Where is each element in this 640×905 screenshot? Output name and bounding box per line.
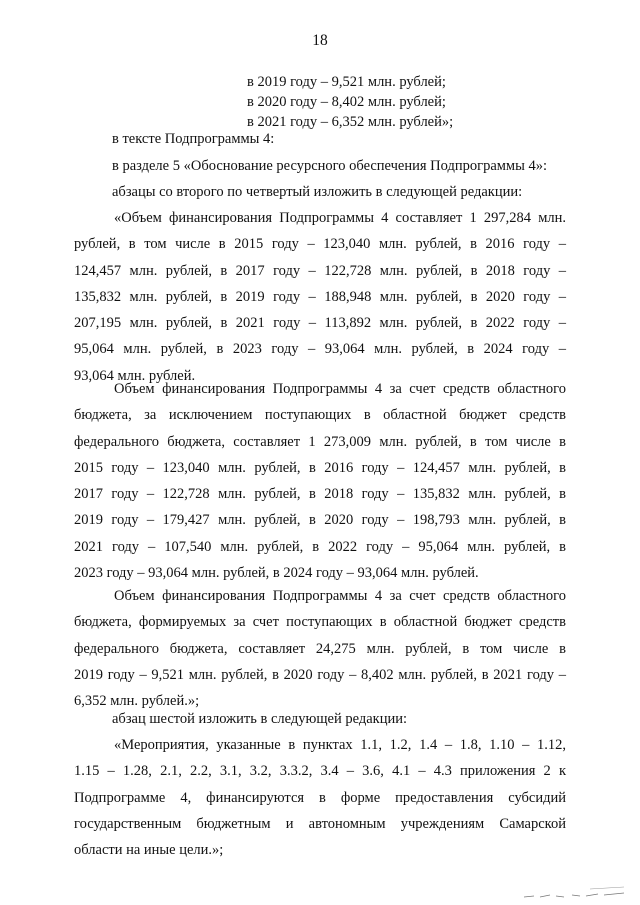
text-line: 93,064 млн. рублей. (74, 367, 196, 384)
text-line: 2019 году – 9,521 млн. рублей, в 2020 году – 8,402 млн. рублей, в 2021 году – (74, 666, 566, 683)
text-line: 2015 году – 123,040 млн. рублей, в 2016 году – 124,457 млн. рублей, в (74, 459, 566, 476)
sixth-paragraph-intro: абзац шестой изложить в следующей редакции: (112, 711, 407, 727)
text-line: 135,832 млн. рублей, в 2019 году – 188,948 млн. рублей, в 2020 году – (74, 288, 566, 305)
intro-line-paragraphs: абзацы со второго по четвертый изложить в следующей редакции: (112, 184, 523, 200)
year-line: в 2019 году – 9,521 млн. рублей; (247, 74, 446, 90)
text-line: 95,064 млн. рублей, в 2023 году – 93,064 млн. рублей, в 2024 году – (74, 341, 566, 358)
scan-marks (520, 881, 630, 901)
text-line: «Мероприятия, указанные в пунктах 1.1, 1.2, 1.4 – 1.8, 1.10 – 1.12, (114, 737, 566, 753)
text-line: 124,457 млн. рублей, в 2017 году – 122,728 млн. рублей, в 2018 году – (74, 262, 566, 279)
intro-line-subprogram: в тексте Подпрограммы 4: (112, 131, 275, 147)
text-line: 1.15 – 1.28, 2.1, 2.2, 3.1, 3.2, 3.3.2, 3.4 – 3.6, 4.1 – 4.3 приложения 2 к (74, 763, 566, 780)
text-line: Подпрограмме 4, финансируются в форме предоставления субсидий (74, 789, 566, 806)
text-line: государственным бюджетным и автономным учреждениям Самарской (74, 815, 566, 832)
text-line: бюджета, формируемых за счет поступающих в областной бюджет средств (74, 614, 566, 631)
page-number: 18 (312, 32, 328, 49)
paragraph-regional-budget (74, 376, 566, 586)
paragraph-federal-funds (74, 583, 566, 714)
text-line: 2023 году – 93,064 млн. рублей, в 2024 году – 93,064 млн. рублей. (74, 565, 479, 582)
text-line: 2017 году – 122,728 млн. рублей, в 2018 году – 135,832 млн. рублей, в (74, 486, 566, 503)
text-line: федерального бюджета, составляет 24,275 млн. рублей, в том числе в (74, 640, 566, 657)
text-line: 6,352 млн. рублей.»; (74, 693, 200, 710)
text-line: 2019 году – 179,427 млн. рублей, в 2020 году – 198,793 млн. рублей, в (74, 512, 566, 529)
text-line: Объем финансирования Подпрограммы 4 за счет средств областного (114, 381, 566, 397)
paragraph-total-financing (74, 205, 566, 389)
text-line: 207,195 млн. рублей, в 2021 году – 113,892 млн. рублей, в 2022 году – (74, 315, 566, 332)
text-line: области на иные цели.»; (74, 842, 224, 859)
text-line: федерального бюджета, составляет 1 273,009 млн. рублей, в том числе в (74, 433, 566, 450)
text-line: рублей, в том числе в 2015 году – 123,040 млн. рублей, в 2016 году – (74, 236, 566, 253)
years-list (247, 72, 453, 132)
text-line: бюджета, за исключением поступающих в областной бюджет средств (74, 407, 566, 424)
paragraph-activities (74, 732, 566, 863)
text-line: 2021 году – 107,540 млн. рублей, в 2022 году – 95,064 млн. рублей, в (74, 538, 566, 555)
year-line: в 2021 году – 6,352 млн. рублей»; (247, 114, 454, 130)
intro-line-section: в разделе 5 «Обоснование ресурсного обеспечения Подпрограммы 4»: (112, 158, 547, 174)
text-line: Объем финансирования Подпрограммы 4 за счет средств областного (114, 588, 566, 604)
year-line: в 2020 году – 8,402 млн. рублей; (247, 94, 446, 110)
text-line: «Объем финансирования Подпрограммы 4 составляет 1 297,284 млн. (114, 210, 566, 226)
